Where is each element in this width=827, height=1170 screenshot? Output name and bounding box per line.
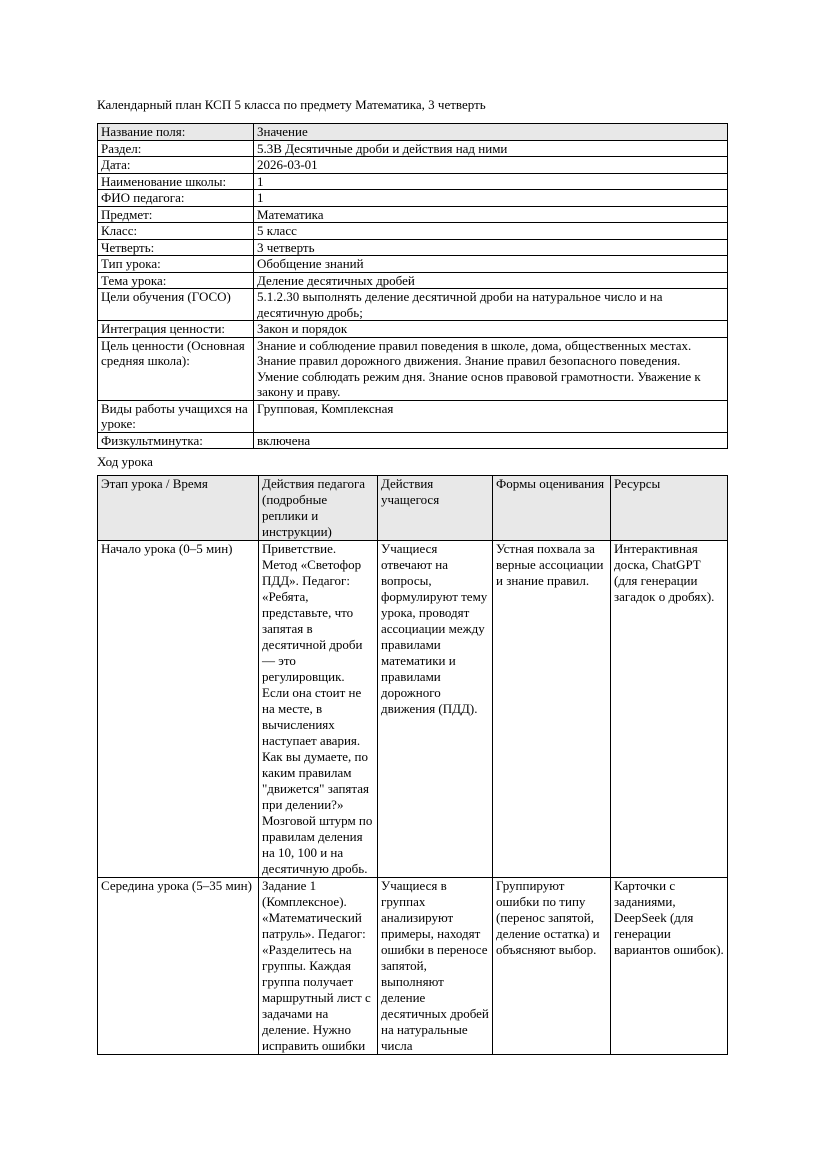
field-value: 1 xyxy=(254,173,728,190)
info-row-values-integration xyxy=(98,321,728,338)
field-label: ФИО педагога: xyxy=(98,190,254,207)
student-actions-cell: Учащиеся отвечают на вопросы, формулируют тему урока, проводят ассоциации между правилами математики и правилами дорожного движения (ПДД). xyxy=(378,541,493,878)
field-value: Обобщение знаний xyxy=(254,256,728,273)
col-header-assessment: Формы оценивания xyxy=(493,476,611,541)
info-row-class xyxy=(98,223,728,240)
lesson-row-middle xyxy=(98,878,728,1055)
resources-cell: Карточки с заданиями, DeepSeek (для генерации вариантов ошибок). xyxy=(611,878,728,1055)
info-header-row xyxy=(98,124,728,141)
document-content xyxy=(97,97,728,1055)
info-row-quarter xyxy=(98,239,728,256)
field-label: Раздел: xyxy=(98,140,254,157)
field-value: Математика xyxy=(254,206,728,223)
field-value: включена xyxy=(254,432,728,449)
field-value: 5 класс xyxy=(254,223,728,240)
assessment-cell: Устная похвала за верные ассоциации и знание правил. xyxy=(493,541,611,878)
info-row-school xyxy=(98,173,728,190)
field-label: Цель ценности (Основная средняя школа): xyxy=(98,337,254,400)
field-value: 2026-03-01 xyxy=(254,157,728,174)
stage-cell: Начало урока (0–5 мин) xyxy=(98,541,259,878)
col-header-student-actions: Действия учащегося xyxy=(378,476,493,541)
col-header-stage: Этап урока / Время xyxy=(98,476,259,541)
field-label: Четверть: xyxy=(98,239,254,256)
info-row-lesson-topic xyxy=(98,272,728,289)
lesson-info-table xyxy=(97,123,728,449)
info-row-values-goal xyxy=(98,337,728,400)
lesson-flow-table xyxy=(97,475,728,1055)
section-heading: Ход урока xyxy=(97,454,153,469)
field-value: Деление десятичных дробей xyxy=(254,272,728,289)
field-value: 5.3B Десятичные дроби и действия над ними xyxy=(254,140,728,157)
field-label: Дата: xyxy=(98,157,254,174)
field-value: Групповая, Комплексная xyxy=(254,400,728,432)
lesson-header-row xyxy=(98,476,728,541)
resources-cell: Интерактивная доска, ChatGPT (для генерации загадок о дробях). xyxy=(611,541,728,878)
field-value: Закон и порядок xyxy=(254,321,728,338)
field-value: 3 четверть xyxy=(254,239,728,256)
info-row-work-types xyxy=(98,400,728,432)
col-header-resources: Ресурсы xyxy=(611,476,728,541)
col-header-teacher-actions: Действия педагога (подробные реплики и инструкции) xyxy=(259,476,378,541)
info-header-value: Значение xyxy=(254,124,728,141)
field-value: 1 xyxy=(254,190,728,207)
assessment-cell: Группируют ошибки по типу (перенос запятой, деление остатка) и объясняют выбор. xyxy=(493,878,611,1055)
field-value: Знание и соблюдение правил поведения в школе, дома, общественных местах. Знание правил дорожного движения. Знание правил безопасного поведения. Умение соблюдать режим дня. Знание основ правовой грамотности. Уважение к закону и праву. xyxy=(254,337,728,400)
page-title: Календарный план КСП 5 класса по предмету Математика, 3 четверть xyxy=(97,97,486,112)
teacher-actions-cell: Приветствие. Метод «Светофор ПДД». Педагог: «Ребята, представьте, что запятая в десятичной дроби — это регулировщик. Если она стоит не на месте, в вычислениях наступает авария. Как вы думаете, по каким правилам "движется" запятая при делении?» Мозговой штурм по правилам деления на 10, 100 и на десятичную дробь. xyxy=(259,541,378,878)
teacher-actions-cell: Задание 1 (Комплексное). «Математический патруль». Педагог: «Разделитесь на группы. Каждая группа получает маршрутный лист с задачами на деление. Нужно исправить ошибки xyxy=(259,878,378,1055)
field-label: Цели обучения (ГОСО) xyxy=(98,289,254,321)
info-row-razdel xyxy=(98,140,728,157)
field-label: Тема урока: xyxy=(98,272,254,289)
field-label: Предмет: xyxy=(98,206,254,223)
lesson-row-start xyxy=(98,541,728,878)
field-label: Наименование школы: xyxy=(98,173,254,190)
field-label: Класс: xyxy=(98,223,254,240)
field-label: Тип урока: xyxy=(98,256,254,273)
info-row-teacher-name xyxy=(98,190,728,207)
field-label: Виды работы учащихся на уроке: xyxy=(98,400,254,432)
info-row-goals xyxy=(98,289,728,321)
field-label: Интеграция ценности: xyxy=(98,321,254,338)
info-row-lesson-type xyxy=(98,256,728,273)
info-row-physical-minute xyxy=(98,432,728,449)
info-row-data xyxy=(98,157,728,174)
info-row-subject xyxy=(98,206,728,223)
field-label: Физкультминутка: xyxy=(98,432,254,449)
student-actions-cell: Учащиеся в группах анализируют примеры, находят ошибки в переносе запятой, выполняют деление десятичных дробей на натуральные числа xyxy=(378,878,493,1055)
stage-cell: Середина урока (5–35 мин) xyxy=(98,878,259,1055)
info-header-field: Название поля: xyxy=(98,124,254,141)
field-value: 5.1.2.30 выполнять деление десятичной дроби на натуральное число и на десятичную дробь; xyxy=(254,289,728,321)
